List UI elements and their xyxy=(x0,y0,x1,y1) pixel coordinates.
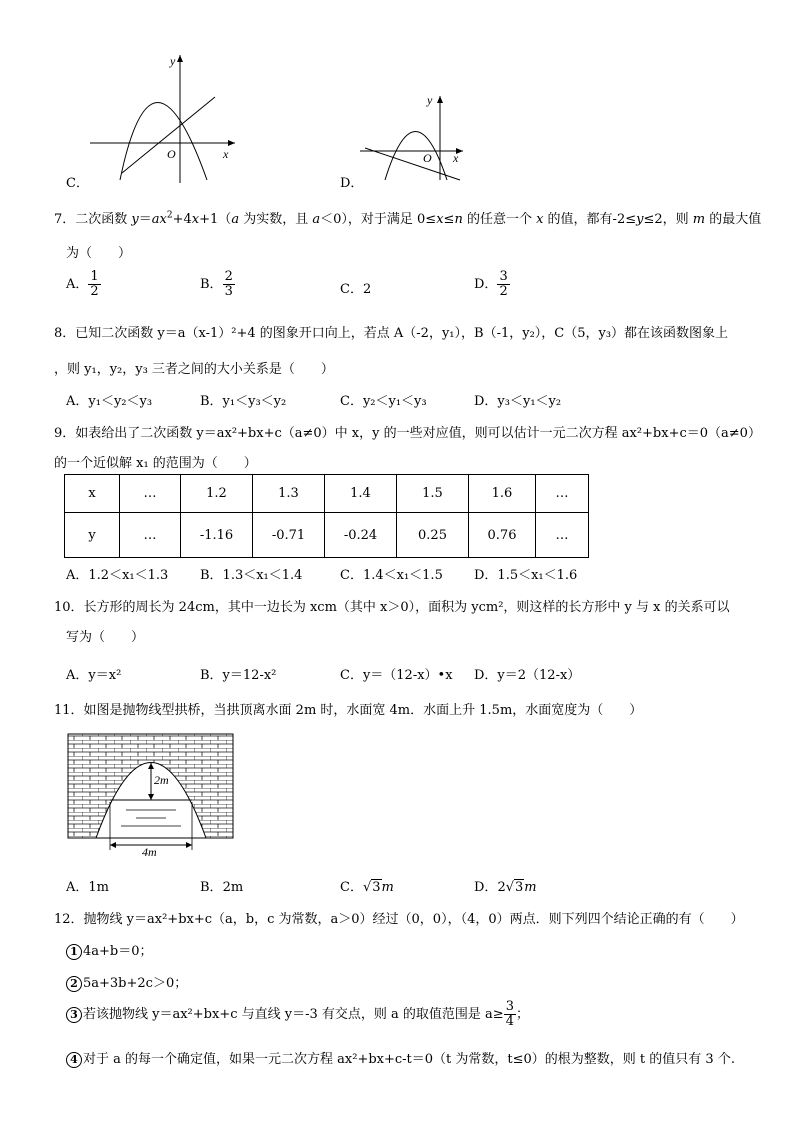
q8-option-c: C．y₂＜y₁＜y₃ xyxy=(340,394,427,409)
q9-stem-line2: 的一个近似解 x₁ 的范围为（ ） xyxy=(54,456,257,471)
table-cell: … xyxy=(536,513,589,558)
table-cell: … xyxy=(120,475,181,513)
table-row-x xyxy=(65,475,589,513)
width-label: 4m xyxy=(142,845,157,857)
q11-option-a: A．1m xyxy=(66,880,109,895)
q11-option-d: D．2√3m xyxy=(474,880,537,895)
q12-item-1: 1 4a+b＝0； xyxy=(66,940,153,960)
q12-stem: 12．抛物线 y＝ax²+bx+c（a，b，c 为常数，a＞0）经过（0，0），（4，0）两点．则下列四个结论正确的有（ ） xyxy=(54,912,744,927)
table-cell: -0.24 xyxy=(325,513,397,558)
q10-option-d: D．y＝2（12-x） xyxy=(474,668,581,683)
q7-stem-line2: 为（ ） xyxy=(66,246,132,261)
q12-item-3: 3 若该抛物线 y＝ax²+bx+c 与直线 y＝-3 有交点，则 a 的取值范围是 a≥ $\frac{3}{4}$ ； xyxy=(66,1000,529,1029)
x-axis-arrow xyxy=(228,140,235,146)
q9-option-d: D．1.5＜x₁＜1.6 xyxy=(474,568,578,583)
q7-option-a: A． $\frac{1}{2}$ xyxy=(66,269,99,299)
q8-stem-line1: 8．已知二次函数 y＝a（x-1）²+4 的图象开口向上，若点 A（-2，y₁），B（-1，y₂），C（5，y₃）都在该函数图象上 xyxy=(54,326,729,341)
table-cell: 1.2 xyxy=(181,475,253,513)
table-cell: x xyxy=(65,475,120,513)
table-cell: … xyxy=(536,475,589,513)
q8-option-d: D．y₃＜y₁＜y₂ xyxy=(474,394,562,409)
table-cell: -0.71 xyxy=(253,513,325,558)
table-cell: 1.6 xyxy=(469,475,536,513)
q11-option-b: B．2m xyxy=(200,880,244,895)
y-label: y xyxy=(170,54,176,68)
table-row-y xyxy=(65,513,589,558)
q9-stem-line1: 9．如表给出了二次函数 y＝ax²+bx+c（a≠0）中 x，y 的一些对应值，则可以估计一元二次方程 ax²+bx+c＝0（a≠0） xyxy=(54,426,761,441)
q9-option-c: C．1.4＜x₁＜1.5 xyxy=(340,568,443,583)
q7-stem-line1: 7．二次函数 $y=ax^2+4x+1(a$ 为实数，且 a＜0），对于满足 0≤x≤n 的任意一个 x 的值，都有-2≤y≤2，则 m 的最大值 xyxy=(54,210,762,227)
table-cell: 1.4 xyxy=(325,475,397,513)
line xyxy=(122,97,215,173)
q9-option-a: A．1.2＜x₁＜1.3 xyxy=(66,568,169,583)
table-cell: -1.16 xyxy=(181,513,253,558)
origin-label: O xyxy=(167,147,176,161)
height-label: 2m xyxy=(154,773,169,787)
graph-d xyxy=(355,88,475,188)
table-cell: 1.5 xyxy=(397,475,469,513)
table-cell: 0.76 xyxy=(469,513,536,558)
y-axis-arrow xyxy=(437,96,443,103)
x-label: x xyxy=(453,151,459,165)
table-cell: y xyxy=(65,513,120,558)
table-cell: … xyxy=(120,513,181,558)
values-table xyxy=(64,474,589,558)
x-label: x xyxy=(223,147,229,161)
q8-option-b: B．y₁＜y₃＜y₂ xyxy=(200,394,287,409)
q9-option-b: B．1.3＜x₁＜1.4 xyxy=(200,568,303,583)
q12-item-2: 2 5a+3b+2c＞0； xyxy=(66,972,187,992)
line xyxy=(365,148,460,180)
q8-stem-line2: ，则 y₁，y₂，y₃ 三者之间的大小关系是（ ） xyxy=(54,362,334,377)
origin-label: O xyxy=(423,151,432,165)
graph-c xyxy=(80,45,250,190)
q7-option-d: D． $\frac{3}{2}$ xyxy=(474,269,508,299)
arch-bridge-figure xyxy=(66,732,236,857)
option-d-label: D． xyxy=(340,176,364,191)
q12-item-4: 4 对于 a 的每一个确定值，如果一元二次方程 ax²+bx+c-t＝0（t 为常数，t≤0）的根为整数，则 t 的值只有 3 个. xyxy=(66,1048,735,1068)
q7-option-b: B． $\frac{2}{3}$ xyxy=(200,269,233,299)
q10-stem-line2: 写为（ ） xyxy=(66,630,145,645)
y-label: y xyxy=(427,93,433,107)
q10-option-b: B．y＝12-x² xyxy=(200,668,277,683)
q8-option-a: A．y₁＜y₂＜y₃ xyxy=(66,394,153,409)
q10-stem-line1: 10．长方形的周长为 24cm，其中一边长为 xcm（其中 x＞0），面积为 ycm²，则这样的长方形中 y 与 x 的关系可以 xyxy=(54,600,730,615)
q7-option-c: C．2 xyxy=(340,282,372,297)
q10-option-a: A．y＝x² xyxy=(66,668,122,683)
y-axis-arrow xyxy=(177,55,183,62)
option-c-label: C． xyxy=(66,176,89,191)
q11-option-c: C．√3m xyxy=(340,880,394,895)
table-cell: 1.3 xyxy=(253,475,325,513)
q11-stem: 11．如图是抛物线型拱桥，当拱顶离水面 2m 时，水面宽 4m．水面上升 1.5m，水面宽度为（ ） xyxy=(54,703,643,718)
q10-option-c: C．y＝（12-x）•x xyxy=(340,668,453,683)
table-cell: 0.25 xyxy=(397,513,469,558)
